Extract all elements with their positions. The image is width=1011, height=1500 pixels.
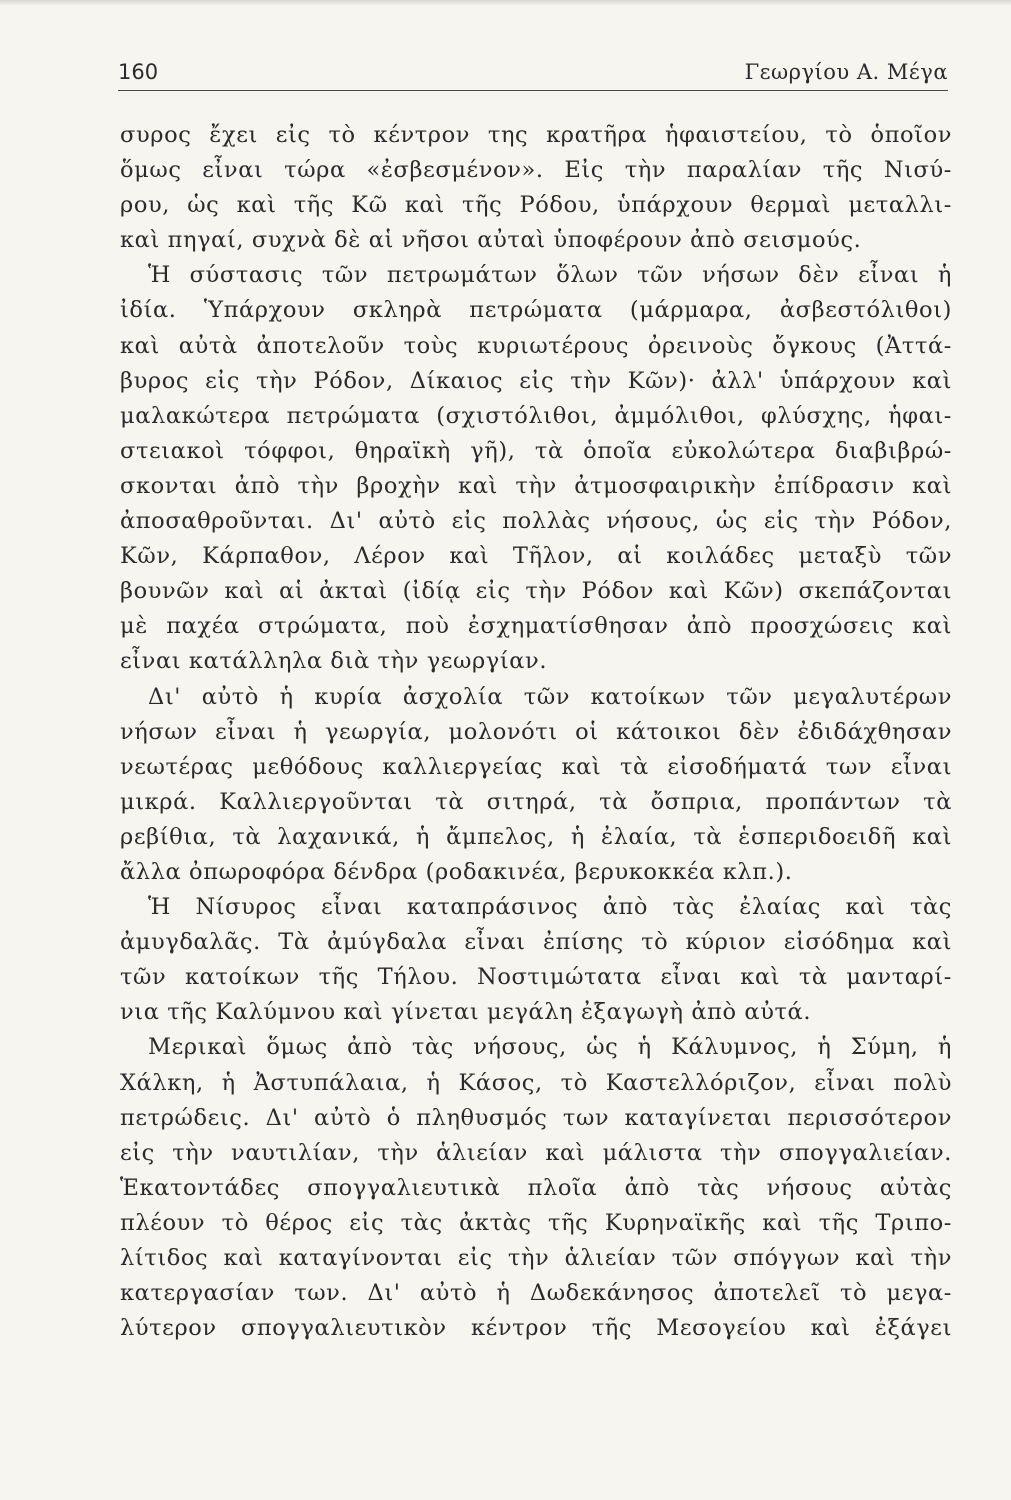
text-line: μαλακώτερα πετρώματα (σχιστόλιθοι, ἀμμόλιθοι, φλύσχης, ἡφαι- [120, 402, 952, 429]
page-top-edge [0, 0, 1011, 6]
text-line: νεωτέρας μεθόδους καλλιεργείας καὶ τὰ εἰσοδήματά των εἶναι [120, 753, 952, 780]
text-line: σκονται ἀπὸ τὴν βροχὴν καὶ τὴν ἀτμοσφαιρικὴν ἐπίδρασιν καὶ [120, 472, 952, 499]
text-line: λύτερον σπογγαλιευτικὸν κέντρον τῆς Μεσογείου καὶ ἐξάγει [120, 1315, 952, 1342]
text-line: εἰς τὴν ναυτιλίαν, τὴν ἁλιείαν καὶ μάλιστα τὴν σπογγαλιείαν. [120, 1139, 952, 1166]
text-line: μὲ παχέα στρώματα, ποὺ ἐσχηματίσθησαν ἀπὸ προσχώσεις καὶ [120, 613, 952, 640]
page-header [118, 56, 948, 91]
text-line: Μερικαὶ ὅμως ἀπὸ τὰς νήσους, ὡς ἡ Κάλυμνος, ἡ Σύμη, ἡ [148, 1034, 952, 1061]
text-line: ρου, ὡς καὶ τῆς Κῶ καὶ τῆς Ρόδου, ὑπάρχουν θερμαὶ μεταλλι- [120, 192, 952, 219]
text-line: νια τῆς Καλύμνου καὶ γίνεται μεγάλη ἐξαγωγὴ ἀπὸ αὐτά. [120, 999, 812, 1026]
text-line: Ἡ σύστασις τῶν πετρωμάτων ὅλων τῶν νήσων δὲν εἶναι ἡ [148, 262, 952, 289]
text-line: κατεργασίαν των. Δι' αὐτὸ ἡ Δωδεκάνησος ἀποτελεῖ τὸ μεγα- [120, 1280, 952, 1307]
text-line: ἄλλα ὀπωροφόρα δένδρα (ροδακινέα, βερυκοκκέα κλπ.). [120, 858, 793, 885]
text-line: Ἡ Νίσυρος εἶναι καταπράσινος ἀπὸ τὰς ἐλαίας καὶ τὰς [148, 894, 952, 921]
text-line: Κῶν, Κάρπαθον, Λέρον καὶ Τῆλον, αἱ κοιλάδες μεταξὺ τῶν [120, 543, 952, 570]
text-line: ὅμως εἶναι τώρα «ἐσβεσμένον». Εἰς τὴν παραλίαν τῆς Νισύ- [120, 157, 952, 184]
text-line: Ἑκατοντάδες σπογγαλιευτικὰ πλοῖα ἀπὸ τὰς νήσους αὐτὰς [120, 1174, 952, 1201]
text-line: ἀμυγδαλᾶς. Τὰ ἀμύγδαλα εἶναι ἐπίσης τὸ κύριον εἰσόδημα καὶ [120, 929, 952, 956]
text-line: νήσων εἶναι ἡ γεωργία, μολονότι οἱ κάτοικοι δὲν ἐδιδάχθησαν [120, 718, 952, 745]
text-line: στειακοὶ τόφφοι, θηραϊκὴ γῆ), τὰ ὁποῖα εὐκολώτερα διαβιβρώ- [120, 437, 952, 464]
body-text [120, 118, 952, 1346]
text-line: ἀποσαθροῦνται. Δι' αὐτὸ εἰς πολλὰς νήσους, ὡς εἰς τὴν Ρόδον, [120, 508, 952, 535]
text-line: ἰδία. Ὑπάρχουν σκληρὰ πετρώματα (μάρμαρα, ἀσβεστόλιθοι) [120, 297, 952, 324]
text-line: καὶ αὐτὰ ἀποτελοῦν τοὺς κυριωτέρους ὀρεινοὺς ὄγκους (Ἀττά- [120, 332, 952, 359]
text-line: βουνῶν καὶ αἱ ἀκταὶ (ἰδίᾳ εἰς τὴν Ρόδον καὶ Κῶν) σκεπάζονται [120, 578, 952, 605]
text-line: πετρώδεις. Δι' αὐτὸ ὁ πληθυσμός των καταγίνεται περισσότερον [120, 1104, 952, 1131]
page-number: 160 [118, 60, 159, 84]
text-line: μικρά. Καλλιεργοῦνται τὰ σιτηρά, τὰ ὄσπρια, προπάντων τὰ [120, 788, 952, 815]
text-line: λίτιδος καὶ καταγίνονται εἰς τὴν ἁλιείαν τῶν σπόγγων καὶ τὴν [120, 1245, 952, 1271]
text-line: βυρος εἰς τὴν Ρόδον, Δίκαιος εἰς τὴν Κῶν)· ἀλλ' ὑπάρχουν καὶ [120, 367, 952, 394]
text-line: ρεβίθια, τὰ λαχανικά, ἡ ἄμπελος, ἡ ἐλαία, τὰ ἑσπεριδοειδῆ καὶ [120, 823, 952, 850]
running-head: Γεωργίου Α. Μέγα [744, 60, 948, 84]
text-line: συρος ἔχει εἰς τὸ κέντρον της κρατῆρα ἡφαιστείου, τὸ ὁποῖον [120, 122, 952, 148]
text-line: πλέουν τὸ θέρος εἰς τὰς ἀκτὰς τῆς Κυρηναϊκῆς καὶ τῆς Τριπο- [120, 1209, 952, 1236]
text-line: Χάλκη, ἡ Ἀστυπάλαια, ἡ Κάσος, τὸ Καστελλόριζον, εἶναι πολὺ [120, 1069, 952, 1096]
text-line: καὶ πηγαί, συχνὰ δὲ αἱ νῆσοι αὐταὶ ὑποφέρουν ἀπὸ σεισμούς. [120, 227, 862, 254]
text-line: τῶν κατοίκων τῆς Τήλου. Νοστιμώτατα εἶναι καὶ τὰ μανταρί- [120, 964, 952, 991]
text-line: εἶναι κατάλληλα διὰ τὴν γεωργίαν. [120, 648, 548, 675]
text-line: Δι' αὐτὸ ἡ κυρία ἀσχολία τῶν κατοίκων τῶν μεγαλυτέρων [148, 683, 952, 710]
